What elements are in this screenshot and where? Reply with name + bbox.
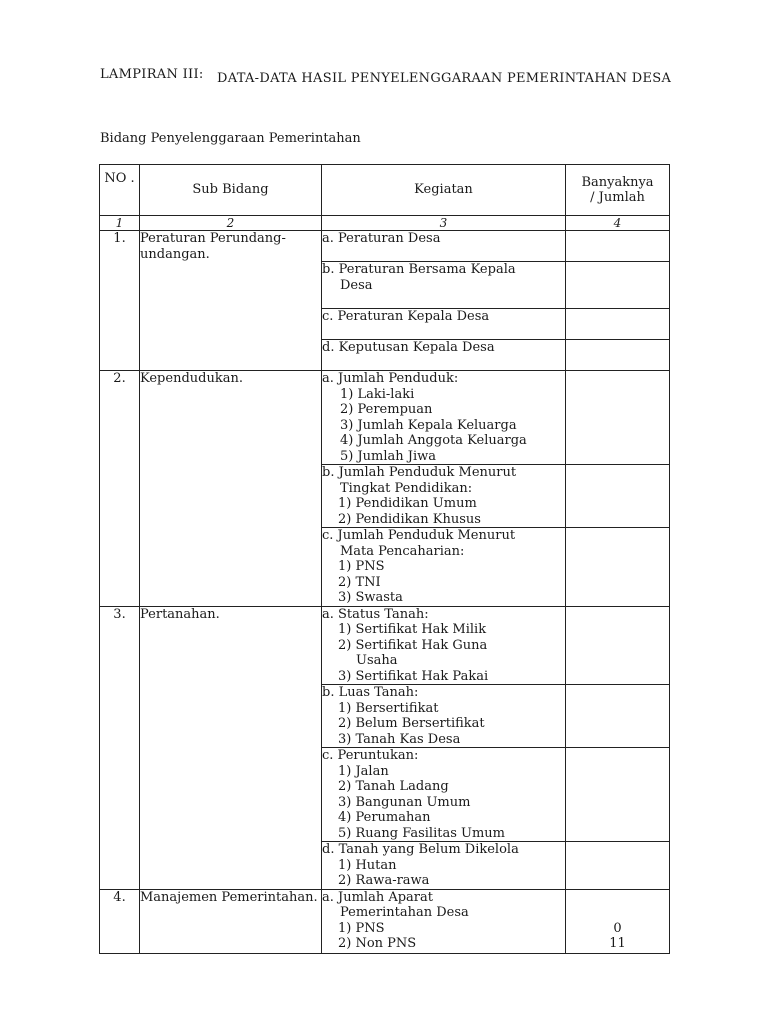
jumlah-cell	[566, 371, 670, 465]
kegiatan-cell	[322, 685, 566, 748]
row-number: 1.	[100, 231, 140, 371]
table-row	[100, 606, 670, 685]
jumlah-value	[566, 905, 669, 921]
table-row	[100, 371, 670, 465]
kegiatan-line: 2) Perempuan	[340, 402, 433, 417]
kegiatan-cell	[322, 262, 566, 309]
header-kegiatan: Kegiatan	[322, 165, 566, 216]
kegiatan-line: d. Keputusan Kepala Desa	[322, 340, 495, 355]
kegiatan-line: a. Peraturan Desa	[322, 231, 441, 246]
jumlah-value: 0	[613, 920, 622, 936]
kegiatan-line: 2) Rawa-rawa	[338, 873, 430, 888]
header-jumlah-line1: Banyaknya	[581, 174, 654, 190]
kegiatan-line: 2) Pendidikan Khusus	[338, 511, 481, 527]
kegiatan-line: 1) Pendidikan Umum	[338, 496, 477, 511]
kegiatan-line: 3) Tanah Kas Desa	[338, 731, 461, 747]
kegiatan-line: 3) Bangunan Umum	[338, 794, 471, 810]
jumlah-cell	[566, 889, 670, 953]
jumlah-value	[566, 890, 669, 906]
kegiatan-line: a. Jumlah Penduduk:	[322, 371, 459, 386]
jumlah-cell	[566, 465, 670, 528]
kegiatan-line: 3) Swasta	[338, 590, 403, 605]
kegiatan-cell	[322, 606, 566, 685]
jumlah-cell	[566, 262, 670, 309]
row-number: 4.	[100, 889, 140, 953]
kegiatan-line: c. Jumlah Penduduk Menurut	[322, 528, 516, 543]
kegiatan-line: 2) Non PNS	[338, 936, 417, 951]
header-sub-bidang: Sub Bidang	[140, 165, 322, 216]
kegiatan-line: 2) Tanah Ladang	[338, 779, 449, 794]
header-no: NO .	[100, 165, 140, 216]
kegiatan-cell	[322, 889, 566, 953]
kegiatan-line: 1) PNS	[338, 559, 385, 574]
kegiatan-line: 1) PNS	[338, 920, 385, 936]
kegiatan-line: 3) Sertifikat Hak Pakai	[338, 668, 489, 684]
kegiatan-cell	[322, 465, 566, 528]
header-jumlah	[566, 165, 670, 216]
kegiatan-cell	[322, 528, 566, 607]
kegiatan-line: 1) Laki-laki	[340, 386, 415, 402]
kegiatan-line: c. Peraturan Kepala Desa	[322, 309, 490, 324]
sub-bidang-cell: Manajemen Pemerintahan.	[140, 889, 322, 953]
jumlah-value: 11	[609, 936, 626, 951]
kegiatan-line: b. Luas Tanah:	[322, 685, 419, 700]
jumlah-cell	[566, 231, 670, 262]
data-table	[99, 164, 670, 954]
jumlah-cell	[566, 842, 670, 890]
sub-bidang-cell: Peraturan Perundang-undangan.	[140, 231, 322, 371]
kegiatan-line: b. Jumlah Penduduk Menurut	[322, 465, 517, 480]
kegiatan-line: Mata Pencaharian:	[340, 543, 465, 559]
header-jumlah-line2: / Jumlah	[590, 190, 645, 205]
kegiatan-line: b. Peraturan Bersama Kepala	[322, 262, 516, 277]
sub-bidang-cell: Kependudukan.	[140, 371, 322, 607]
jumlah-cell	[566, 309, 670, 340]
kegiatan-line: 3) Jumlah Kepala Keluarga	[340, 417, 517, 433]
column-number-row	[100, 216, 670, 231]
kegiatan-cell	[322, 371, 566, 465]
column-number: 1	[100, 216, 140, 231]
kegiatan-line: 5) Jumlah Jiwa	[340, 448, 437, 464]
kegiatan-line: Usaha	[356, 653, 398, 668]
lampiran-label: LAMPIRAN III:	[100, 67, 204, 82]
kegiatan-line: c. Peruntukan:	[322, 748, 419, 763]
kegiatan-line: 1) Jalan	[338, 763, 389, 779]
kegiatan-line: d. Tanah yang Belum Dikelola	[322, 842, 519, 857]
kegiatan-cell	[322, 748, 566, 842]
jumlah-cell	[566, 748, 670, 842]
jumlah-cell	[566, 528, 670, 607]
kegiatan-line: 2) TNI	[338, 574, 381, 590]
kegiatan-line: Desa	[340, 277, 373, 293]
column-number: 2	[140, 216, 322, 231]
kegiatan-line: Pemerintahan Desa	[340, 905, 469, 920]
row-number: 3.	[100, 606, 140, 889]
column-number: 3	[322, 216, 566, 231]
jumlah-cell	[566, 606, 670, 685]
kegiatan-line: 2) Sertifikat Hak Guna	[338, 637, 488, 653]
kegiatan-cell	[322, 309, 566, 340]
kegiatan-line: 1) Sertifikat Hak Milik	[338, 622, 487, 637]
kegiatan-cell	[322, 340, 566, 371]
row-number: 2.	[100, 371, 140, 607]
kegiatan-line: Tingkat Pendidikan:	[340, 480, 473, 496]
kegiatan-cell	[322, 231, 566, 262]
table-row	[100, 231, 670, 262]
sub-bidang-cell: Pertanahan.	[140, 606, 322, 889]
table-row	[100, 889, 670, 953]
section-title: Bidang Penyelenggaraan Pemerintahan	[100, 131, 361, 146]
kegiatan-line: 4) Perumahan	[338, 810, 431, 825]
kegiatan-line: 1) Bersertifikat	[338, 700, 439, 716]
kegiatan-cell	[322, 842, 566, 890]
document-title: DATA-DATA HASIL PENYELENGGARAAN PEMERINTAHAN DESA	[217, 71, 672, 86]
column-number: 4	[566, 216, 670, 231]
kegiatan-line: 5) Ruang Fasilitas Umum	[338, 825, 506, 841]
table-header-row	[100, 165, 670, 216]
kegiatan-line: a. Jumlah Aparat	[322, 889, 433, 905]
kegiatan-line: a. Status Tanah:	[322, 606, 429, 622]
kegiatan-line: 4) Jumlah Anggota Keluarga	[340, 433, 527, 448]
jumlah-cell	[566, 340, 670, 371]
kegiatan-line: 1) Hutan	[338, 857, 397, 873]
jumlah-cell	[566, 685, 670, 748]
kegiatan-line: 2) Belum Bersertifikat	[338, 716, 485, 731]
